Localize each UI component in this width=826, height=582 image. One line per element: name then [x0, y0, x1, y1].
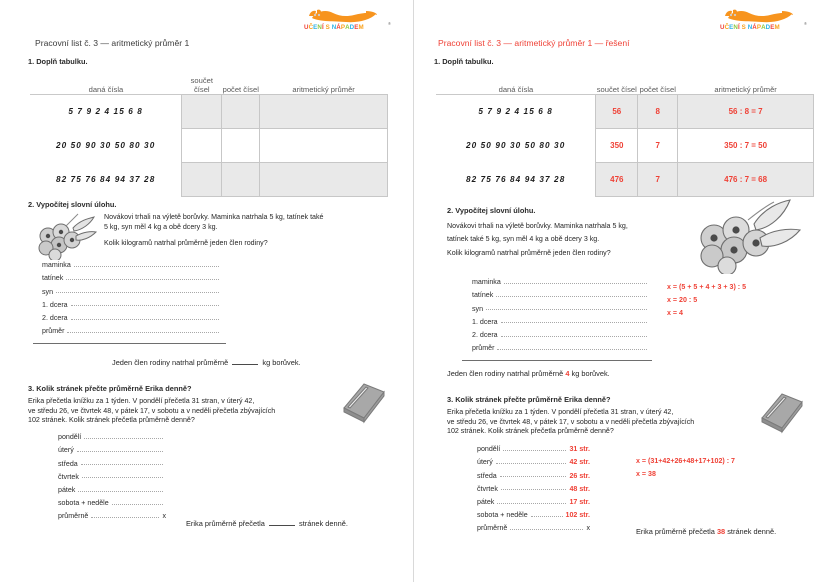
brand-logo	[714, 8, 806, 38]
item-label: úterý	[477, 458, 493, 467]
item-label: pátek	[477, 497, 495, 506]
item-label: sobota + neděle	[58, 499, 109, 508]
dotted-fill	[74, 266, 219, 267]
registered-mark: ®	[804, 21, 807, 26]
sum-cell[interactable]: 476	[596, 162, 638, 196]
task3-equations	[636, 455, 735, 481]
task3-conclusion	[636, 527, 776, 536]
conclusion-suffix: stránek denně.	[299, 519, 348, 528]
item-label: tatínek	[42, 274, 64, 283]
list-item[interactable]	[58, 494, 166, 507]
item-value: 42 str.	[569, 458, 590, 467]
task3-conclusion	[186, 519, 348, 528]
task2-answer-list	[472, 273, 650, 352]
item-value: 31 str.	[569, 445, 590, 454]
item-label: 2. dcera	[42, 313, 68, 322]
task2-question: Kolik kilogramů natrhal průměrně jeden člen rodiny?	[447, 248, 611, 257]
mean-cell[interactable]: 350 : 7 = 50	[678, 128, 814, 162]
item-label: tatínek	[472, 291, 494, 300]
list-item[interactable]	[42, 256, 222, 269]
dotted-fill	[501, 322, 647, 323]
given-numbers: 20 50 90 30 50 80 30	[465, 140, 566, 150]
answer-value: 38	[716, 527, 726, 536]
task3-body-line1: Erika přečetla knížku za 1 týden. V pondělí přečetla 31 stran, v úterý 42,	[447, 408, 674, 416]
equation-line: x = (31+42+26+48+17+102) : 7	[636, 457, 736, 465]
dotted-fill	[84, 438, 163, 439]
item-label: průměr	[42, 327, 65, 336]
dotted-fill	[71, 319, 219, 320]
list-item[interactable]	[477, 466, 590, 479]
blueberries-icon	[696, 198, 806, 274]
task1-table	[436, 68, 814, 197]
col-header-sum-label: součet čísel	[596, 84, 637, 94]
count-cell[interactable]	[222, 162, 260, 196]
item-value: 102 str.	[565, 511, 590, 520]
task2-rule	[462, 360, 652, 361]
task2-rule	[33, 343, 226, 344]
col-header-sum-label: součet čísel	[190, 75, 213, 94]
dotted-fill	[486, 309, 647, 310]
dotted-fill	[112, 504, 163, 505]
list-item[interactable]	[58, 468, 166, 481]
item-value: x	[162, 512, 166, 521]
list-item[interactable]	[472, 313, 650, 326]
task1-heading: 1. Doplň tabulku.	[434, 57, 494, 66]
dotted-fill	[497, 503, 566, 504]
item-label: sobota + neděle	[477, 511, 528, 520]
item-value: x	[586, 524, 590, 533]
page-title: Pracovní list č. 3 — aritmetický průměr 1 — řešení	[438, 38, 630, 48]
given-numbers: 82 75 76 84 94 37 28	[465, 174, 566, 184]
conclusion-suffix: kg borůvek.	[571, 369, 610, 378]
table-row	[30, 94, 388, 128]
task3-heading: 3. Kolik stránek přečte průměrně Erika denně?	[28, 384, 192, 393]
dotted-fill	[504, 283, 647, 284]
list-item[interactable]	[42, 296, 222, 309]
table-row	[30, 162, 388, 196]
list-item[interactable]	[42, 309, 222, 322]
table-header-row	[30, 68, 388, 94]
list-item[interactable]	[472, 326, 650, 339]
task2-body-line2: tatínek také 5 kg, syn měl 4 kg a obě dcery 3 kg.	[447, 235, 600, 244]
item-value: 17 str.	[569, 497, 590, 506]
task2-answer-list	[42, 256, 222, 335]
list-item[interactable]	[58, 481, 166, 494]
list-item[interactable]	[42, 322, 222, 335]
task1-table	[30, 68, 388, 197]
table-row	[436, 162, 814, 196]
registered-mark: ®	[388, 21, 391, 26]
mean-cell[interactable]	[260, 94, 388, 128]
list-item[interactable]	[477, 440, 590, 453]
answer-value: 4	[565, 369, 570, 378]
blueberries-icon	[28, 212, 98, 260]
item-label: úterý	[58, 446, 74, 455]
dotted-fill	[67, 332, 219, 333]
item-label: středa	[477, 471, 497, 480]
item-label: průměr	[472, 344, 495, 353]
equation-line: x = 20 : 5	[667, 296, 698, 305]
dotted-fill	[503, 450, 566, 451]
item-label: čtvrtek	[477, 484, 498, 493]
task3-body-line3: 102 stránek. Kolik stránek přečetla průměrně denně?	[447, 427, 614, 436]
task2-heading: 2. Vypočítej slovní úlohu.	[28, 200, 117, 209]
task2-body-line1: Novákovi trhali na výletě borůvky. Maminka natrhala 5 kg,	[447, 222, 628, 230]
item-label: pondělí	[58, 433, 82, 442]
sum-cell[interactable]: 56	[596, 94, 638, 128]
task2-heading: 2. Vypočítej slovní úlohu.	[447, 206, 536, 215]
task2-body	[104, 213, 400, 232]
col-header-count	[638, 68, 678, 94]
given-numbers: 5 7 9 2 4 15 6 8	[68, 106, 143, 116]
dotted-fill	[496, 296, 647, 297]
sum-cell[interactable]: 350	[596, 128, 638, 162]
item-label: 1. dcera	[42, 300, 68, 309]
brand-logo	[298, 8, 390, 38]
task3-body-line1: Erika přečetla knížku za 1 týden. V pondělí přečetla 31 stran, v úterý 42,	[28, 397, 255, 405]
given-numbers: 20 50 90 30 50 80 30	[55, 140, 156, 150]
table-row	[436, 94, 814, 128]
task3-answer-list	[477, 440, 590, 532]
table-header-row	[436, 68, 814, 94]
list-item[interactable]	[477, 493, 590, 506]
sum-cell[interactable]	[182, 94, 222, 128]
worksheet-page-right	[413, 0, 826, 582]
conclusion-suffix: stránek denně.	[727, 527, 777, 536]
col-header-mean: aritmetický průměr	[292, 84, 355, 94]
dotted-fill	[77, 451, 163, 452]
list-item[interactable]	[477, 506, 590, 519]
equation-line: x = 4	[667, 309, 683, 318]
item-label: 2. dcera	[472, 330, 498, 339]
list-item[interactable]	[477, 480, 590, 493]
item-value: 48 str.	[569, 484, 590, 493]
list-item[interactable]	[472, 339, 650, 352]
list-item[interactable]	[477, 519, 590, 532]
page-title: Pracovní list č. 3 — aritmetický průměr 1	[35, 38, 190, 48]
list-item[interactable]	[42, 282, 222, 295]
given-numbers: 82 75 76 84 94 37 28	[55, 174, 156, 184]
mean-cell[interactable]	[260, 128, 388, 162]
dotted-fill	[500, 476, 567, 477]
logo-wordmark: UČENÍ S NÁPADEM	[304, 24, 364, 31]
answer-blank[interactable]	[269, 525, 295, 526]
dotted-fill	[71, 305, 219, 306]
count-cell[interactable]	[222, 128, 260, 162]
col-header-given: daná čísla	[436, 68, 596, 94]
mean-cell[interactable]: 56 : 8 = 7	[678, 94, 814, 128]
dotted-fill	[501, 489, 567, 490]
task3-body	[28, 397, 358, 426]
list-item[interactable]	[477, 453, 590, 466]
conclusion-prefix: Erika průměrně přečetla	[186, 519, 265, 528]
logo-wordmark: UČENÍ S NÁPADEM	[720, 24, 780, 31]
equation-line: x = (5 + 5 + 4 + 3 + 3) : 5	[667, 283, 747, 291]
list-item[interactable]	[472, 286, 650, 299]
item-label: syn	[42, 287, 54, 296]
task2-conclusion	[112, 358, 301, 367]
task3-body-line3: 102 stránek. Kolik stránek přečetla průměrně denně?	[28, 416, 195, 425]
sum-cell[interactable]	[182, 128, 222, 162]
mean-cell[interactable]	[260, 162, 388, 196]
task2-body-line1: Novákovi trhali na výletě borůvky. Maminka natrhala 5 kg, tatínek také	[104, 213, 324, 221]
task2-conclusion	[447, 369, 610, 378]
item-label: průměrně	[58, 512, 89, 521]
dotted-fill	[56, 292, 219, 293]
sum-cell[interactable]	[182, 162, 222, 196]
item-label: maminka	[42, 261, 71, 270]
col-header-count-label: počet čísel	[639, 84, 676, 94]
list-item[interactable]	[42, 269, 222, 282]
task2-body	[447, 220, 697, 260]
count-cell[interactable]	[222, 94, 260, 128]
task3-body-line2: ve středu 26, ve čtvrtek 48, v pátek 17, v sobotu a v neděli přečetla zbývajících	[447, 417, 695, 426]
item-label: pátek	[58, 485, 76, 494]
given-numbers: 5 7 9 2 4 15 6 8	[478, 106, 553, 116]
item-label: syn	[472, 304, 484, 313]
item-label: pondělí	[477, 445, 501, 454]
list-item[interactable]	[58, 454, 166, 467]
dotted-fill	[497, 349, 647, 350]
item-label: průměrně	[477, 524, 508, 533]
dotted-fill	[78, 491, 163, 492]
equation-line: x = 38	[636, 470, 656, 479]
table-row	[436, 128, 814, 162]
table-row	[30, 128, 388, 162]
list-item[interactable]	[58, 441, 166, 454]
answer-blank[interactable]	[232, 364, 258, 365]
task3-heading: 3. Kolik stránek přečte průměrně Erika denně?	[447, 395, 611, 404]
item-label: 1. dcera	[472, 317, 498, 326]
count-cell[interactable]: 7	[638, 128, 678, 162]
count-cell[interactable]: 8	[638, 94, 678, 128]
list-item[interactable]	[472, 299, 650, 312]
item-label: čtvrtek	[58, 472, 79, 481]
col-header-sum	[182, 68, 222, 94]
task3-answer-list	[58, 428, 166, 520]
col-header-count-label: počet čísel	[222, 84, 259, 94]
task1-heading: 1. Doplň tabulku.	[28, 57, 88, 66]
conclusion-prefix: Jeden člen rodiny natrhal průměrně	[112, 358, 229, 367]
dotted-fill	[81, 464, 163, 465]
conclusion-suffix: kg borůvek.	[262, 358, 301, 367]
task2-body-line2: 5 kg, syn měl 4 kg a obě dcery 3 kg.	[104, 222, 218, 231]
item-value: 26 str.	[569, 471, 590, 480]
col-header-mean: aritmetický průměr	[714, 84, 777, 94]
dotted-fill	[510, 529, 583, 530]
dotted-fill	[91, 517, 159, 518]
task2-equations	[667, 281, 746, 321]
item-label: středa	[58, 459, 78, 468]
conclusion-prefix: Jeden člen rodiny natrhal průměrně	[447, 369, 564, 378]
col-header-count	[222, 68, 260, 94]
dotted-fill	[501, 336, 647, 337]
list-item[interactable]	[58, 428, 166, 441]
task3-body	[447, 408, 777, 437]
dotted-fill	[66, 279, 219, 280]
conclusion-prefix: Erika průměrně přečetla	[636, 527, 715, 536]
task3-body-line2: ve středu 26, ve čtvrtek 48, v pátek 17, v sobotu a v neděli přečetla zbývajících	[28, 406, 276, 415]
dotted-fill	[82, 477, 163, 478]
task2-question: Kolik kilogramů natrhal průměrně jeden člen rodiny?	[104, 239, 268, 247]
list-item[interactable]	[472, 273, 650, 286]
col-header-given: daná čísla	[30, 68, 182, 94]
list-item[interactable]	[58, 507, 166, 520]
dotted-fill	[496, 463, 567, 464]
dotted-fill	[531, 516, 563, 517]
mean-cell[interactable]: 476 : 7 = 68	[678, 162, 814, 196]
item-label: maminka	[472, 278, 501, 287]
col-header-sum	[596, 68, 638, 94]
count-cell[interactable]: 7	[638, 162, 678, 196]
